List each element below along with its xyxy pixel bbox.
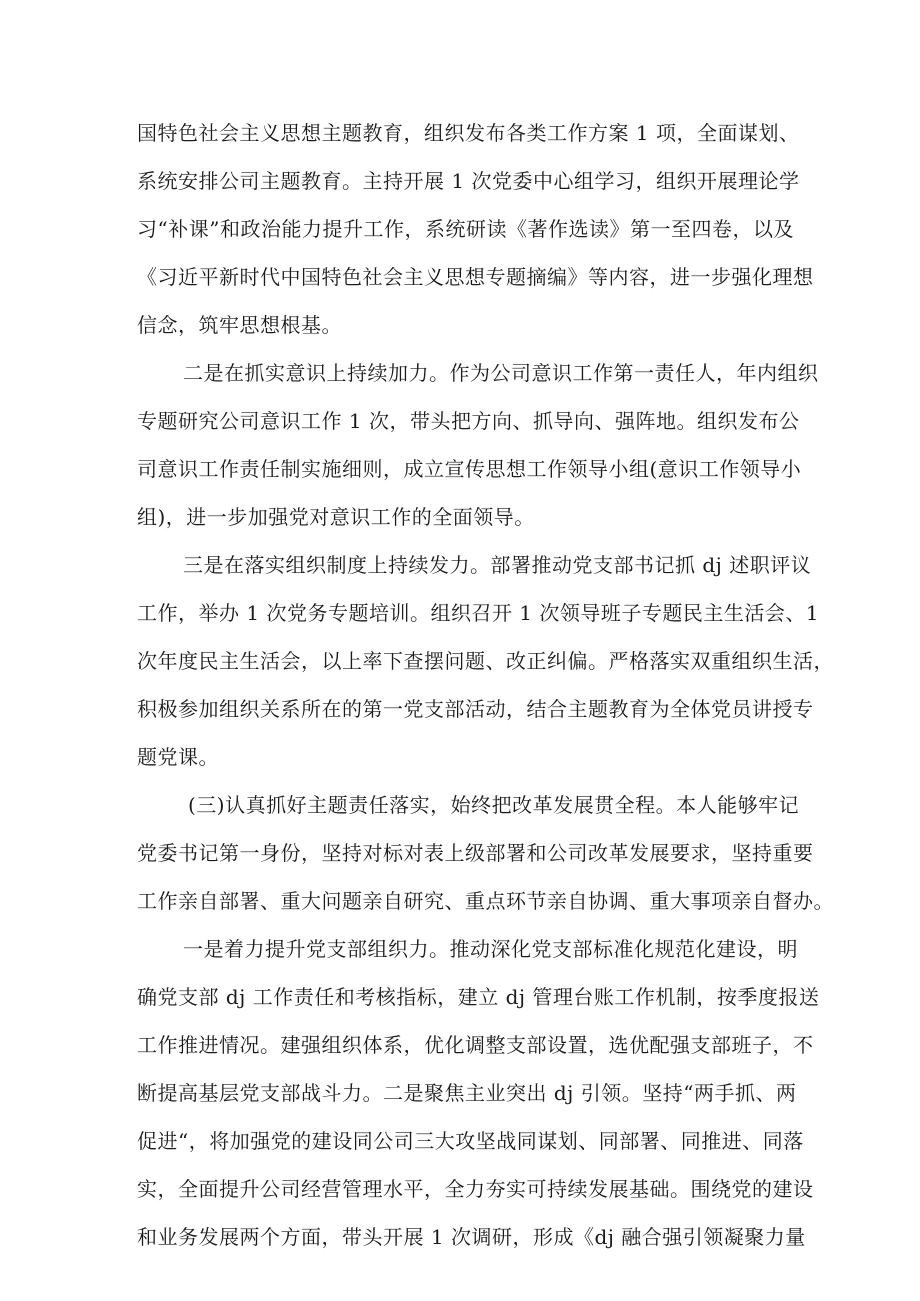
- text-line: 积极参加组织关系所在的第一党支部活动，结合主题教育为全体党员讲授专: [137, 697, 814, 721]
- text-line: 专题研究公司意识工作 1 次，带头把方向、抓导向、强阵地。组织发布公: [137, 409, 800, 433]
- text-line: 司意识工作责任制实施细则，成立宣传思想工作领导小组(意识工作领导小: [137, 457, 802, 481]
- text-line: 和业务发展两个方面，带头开展 1 次调研，形成《dj 融合强引领凝聚力量: [137, 1225, 806, 1249]
- text-line: 工作，举办 1 次党务专题培训。组织召开 1 次领导班子专题民主生活会、1: [137, 601, 820, 625]
- paragraph-first-line: 二是在抓实意识上持续加力。作为公司意识工作第一责任人，年内组织: [183, 361, 819, 385]
- text-line: 促进“，将加强党的建设同公司三大攻坚战同谋划、同部署、同推进、同落: [137, 1129, 804, 1153]
- text-line: 确党支部 dj 工作责任和考核指标，建立 dj 管理台账工作机制，按季度报送: [137, 985, 820, 1009]
- text-line: 系统安排公司主题教育。主持开展 1 次党委中心组学习，组织开展理论学: [137, 169, 800, 193]
- section-heading-line: (三)认真抓好主题责任落实，始终把改革发展贯全程。本人能够牢记: [188, 793, 800, 817]
- text-line: 信念，筑牢思想根基。: [137, 313, 342, 337]
- text-line: 习“补课”和政治能力提升工作，系统研读《著作选读》第一至四卷，以及: [137, 217, 794, 241]
- paragraph-first-line: 三是在落实组织制度上持续发力。部署推动党支部书记抓 dj 述职评议: [183, 553, 812, 577]
- text-line: 党委书记第一身份，坚持对标对表上级部署和公司改革发展要求，坚持重要: [137, 841, 814, 865]
- text-line: 国特色社会主义思想主题教育，组织发布各类工作方案 1 项，全面谋划、: [137, 121, 800, 145]
- text-line: 实，全面提升公司经营管理水平，全力夯实可持续发展基础。围绕党的建设: [137, 1177, 814, 1201]
- text-line: 次年度民主生活会，以上率下查摆问题、改正纠偏。严格落实双重组织生活，: [137, 649, 834, 673]
- text-line: 断提高基层党支部战斗力。二是聚焦主业突出 dj 引领。坚持“两手抓、两: [137, 1081, 797, 1105]
- paragraph-first-line: 一是着力提升党支部组织力。推动深化党支部标准化规范化建设，明: [183, 937, 798, 961]
- text-line: 工作亲自部署、重大问题亲自研究、重点环节亲自协调、重大事项亲自督办。: [137, 889, 834, 913]
- text-line: 组)，进一步加强党对意识工作的全面领导。: [137, 505, 535, 529]
- text-line: 工作推进情况。建强组织体系，优化调整支部设置，选优配强支部班子，不: [137, 1033, 814, 1057]
- text-line: 题党课。: [137, 745, 219, 769]
- text-line: 《习近平新时代中国特色社会主义思想专题摘编》等内容，进一步强化理想: [137, 265, 814, 289]
